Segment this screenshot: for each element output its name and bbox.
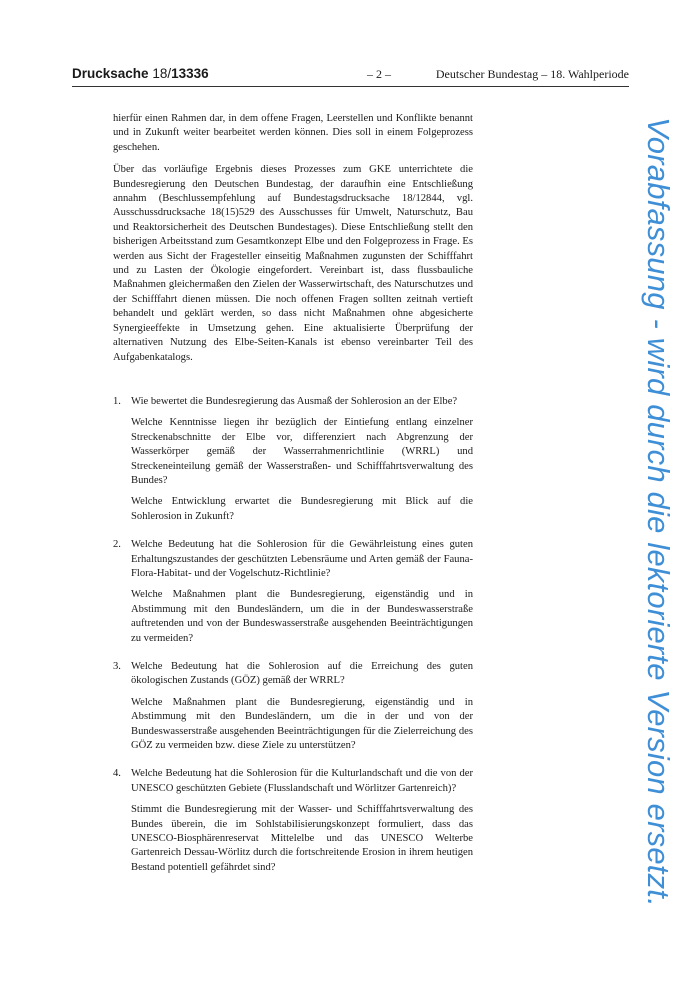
intro-paragraph: Über das vorläufige Ergebnis dieses Prozesses zum GKE unterrichtete die Bundesregierung den Deutschen Bundestag, der daraufhin eine Entschließung annahm (Beschlussempfehlung auf Bundestagsdrucksache 18/12844, vgl. Ausschussdrucksache 18(15)529 des Ausschusses für Umwelt, Naturschutz, Bau und Reaktorsicherheit des Deutschen Bundestages). Diese Entschließung stellt den bisherigen Arbeitsstand zum Gesamtkonzept Elbe und den Folgeprozess in Frage. Es werden aus Sicht der Fragesteller einseitig Maßnahmen zugunsten der Schifffahrt und zu Lasten der Ökologie eingefordert. Vereinbart ist, dass flussbauliche Maßnahmen gleichermaßen den Zielen der Wasserwirtschaft, des Naturschutzes und der Schifffahrt dienen müssen. Die noch offenen Fragen sollten zeitnah vertieft behandelt und geklärt werden, so dass nicht Maßnahmen ohne abgesicherte Synergieeffekte in Umsetzung gehen. Eine aktualisierte Überprüfung der alternativen Nutzung des Elbe-Seiten-Kanals ist ebenso vereinbarter Teil des Aufgabenkatalogs. <box>113 164 473 363</box>
document-number <box>72 66 209 81</box>
question-text: Wie bewertet die Bundesregierung das Ausmaß der Sohlerosion an der Elbe? <box>131 395 458 407</box>
question-number: 4. <box>113 768 121 780</box>
question-item <box>113 767 473 875</box>
question-text: Welche Maßnahmen plant die Bundesregierung, eigenständig und in Abstimmung mit den Bundesländern, um die in der Bundeswasserstraße auftretenden und von der Bundeswasserstraße ausgehenden Beeinträchtigungen zu vermeiden? <box>131 589 473 644</box>
document-body <box>113 112 473 889</box>
question-number: 2. <box>113 539 121 551</box>
question-text: Welche Maßnahmen plant die Bundesregierung, eigenständig und in Abstimmung mit den Bundesländern, um die in der und von der Bundeswasserstraße ausgehenden Beeinträchtigungen für die Zielerreichung des GÖZ zu vermeiden bzw. diese Ziele zu unterstützen? <box>131 696 473 752</box>
question-text: Welche Kenntnisse liegen ihr bezüglich der Eintiefung entlang einzelner Streckenabschnitte der Elbe vor, differenziert nach Abgrenzung der Wasserkörper gemäß der Wasserrahmenrichtlinie (WRRL) und Streckeneinteilung gemäß der Wasserstraßen- und Schifffahrtsverwaltung des Bundes? <box>131 417 473 486</box>
question-text: Stimmt die Bundesregierung mit der Wasser- und Schifffahrtsverwaltung des Bundes überein, die im Sohlstabilisierungskonzept formuliert, dass das UNESCO-Biosphärenreservat Mittelelbe und das UNESCO Welterbe Gartenreich Dessau-Wörlitz durch die fortschreitende Erosion in ihrem heutigen Bestand potentiell gefährdet sind? <box>131 804 473 873</box>
intro-paragraph: hierfür einen Rahmen dar, in dem offene Fragen, Leerstellen und Konflikte benannt und in Zukunft weiter bearbeitet werden können. Dies soll in einem Folgeprozess geschehen. <box>113 113 473 153</box>
preliminary-version-watermark <box>613 112 700 912</box>
question-number: 1. <box>113 395 121 407</box>
page-header <box>72 66 629 87</box>
watermark-text: Vorabfassung - wird durch die lektorierte Version ersetzt. <box>641 117 676 907</box>
question-number: 3. <box>113 661 121 672</box>
question-item <box>113 660 473 753</box>
question-text: Welche Bedeutung hat die Sohlerosion für die Kulturlandschaft und die von der UNESCO geschützten Gebiete (Flusslandschaft und Wörlitzer Gartenreich)? <box>131 768 473 794</box>
page-number: – 2 – <box>367 67 391 81</box>
doc-number-main: 13336 <box>171 66 209 81</box>
doc-number-prefix: 18/ <box>152 66 172 81</box>
question-text: Welche Entwicklung erwartet die Bundesregierung mit Blick auf die Sohlerosion in Zukunft? <box>131 496 473 522</box>
question-item <box>113 395 473 524</box>
question-text: Welche Bedeutung hat die Sohlerosion für die Gewährleistung eines guten Erhaltungszustandes der geschützten Lebensräume und Arten gemäß der Fauna-Flora-Habitat- und der Vogelschutz-Richtlinie? <box>131 539 473 579</box>
question-item <box>113 538 473 646</box>
question-text: Welche Bedeutung hat die Sohlerosion auf die Erreichung des guten ökologischen Zustands (GÖZ) gemäß der WRRL? <box>131 661 473 687</box>
doc-label: Drucksache <box>72 66 149 81</box>
institution-label: Deutscher Bundestag – 18. Wahlperiode <box>435 67 629 81</box>
